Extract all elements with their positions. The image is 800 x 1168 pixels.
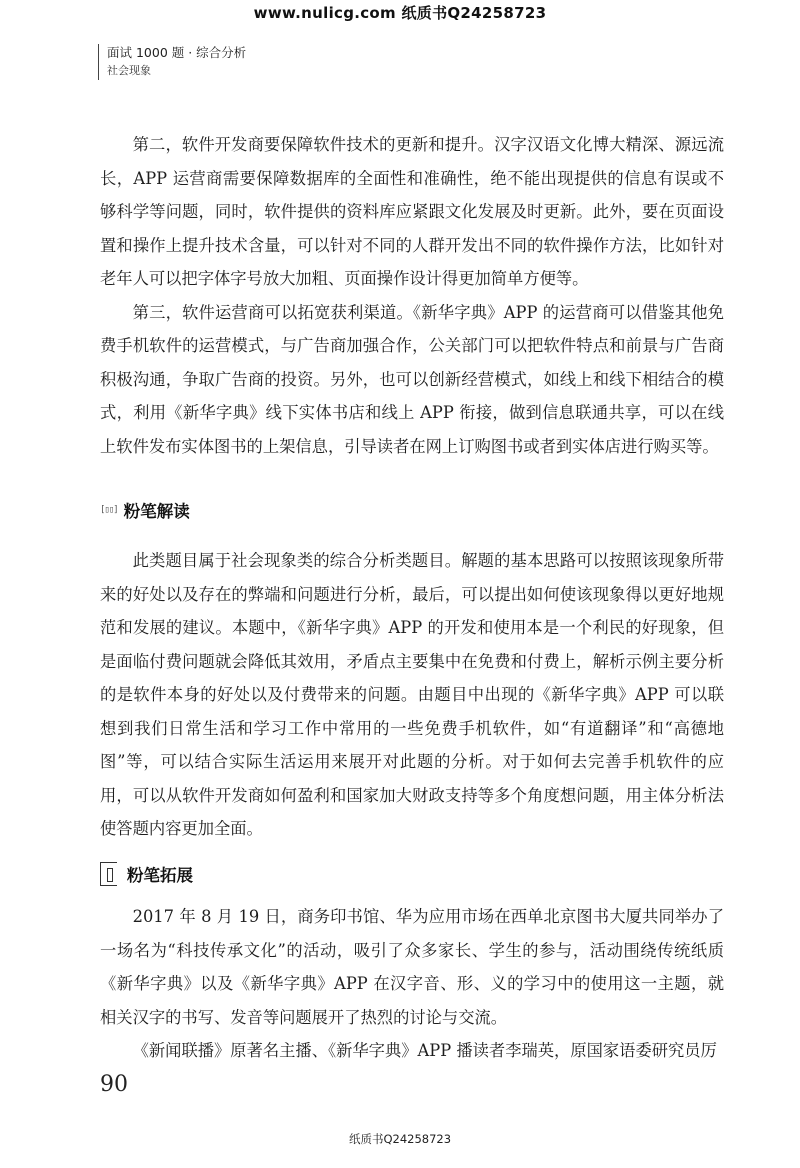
bracket-icon	[100, 862, 117, 886]
book-title: 面试 1000 题 · 综合分析	[107, 45, 247, 60]
page-number: 90	[100, 1072, 128, 1097]
paragraph: 2017 年 8 月 19 日，商务印书馆、华为应用市场在西单北京图书大厦共同举办了一场名为“科技传承文化”的活动，吸引了众多家长、学生的参与，活动围绕传统纸质《新华字典》以及《新华字典》APP 在汉字音、形、义的学习中的使用这一主题，就相关汉字的书写、发音等问题展开了热烈的讨论与交流。	[100, 907, 724, 1027]
book-icon: [▯▯]	[100, 505, 118, 515]
paragraph: 《新闻联播》原著名主播、《新华字典》APP 播读者李瑞英，原国家语委研究员厉	[132, 1041, 717, 1060]
tuozhan-section	[100, 900, 724, 1068]
jiedu-section	[100, 544, 724, 846]
section-heading-jiedu	[100, 498, 190, 522]
paragraph: 第二，软件开发商要保障软件技术的更新和提升。汉字汉语文化博大精深、源远流长，APP 运营商需要保障数据库的全面性和准确性，绝不能出现提供的信息有误或不够科学等问题，同时，软件提供的资料库应紧跟文化发展及时更新。此外，要在页面设置和操作上提升技术含量，可以针对不同的人群开发出不同的软件操作方法，比如针对老年人可以把字体字号放大加粗、页面操作设计得更加简单方便等。	[100, 135, 724, 288]
paragraph: 此类题目属于社会现象类的综合分析类题目。解题的基本思路可以按照该现象所带来的好处以及存在的弊端和问题进行分析，最后，可以提出如何使该现象得以更好地规范和发展的建议。本题中，《新华字典》APP 的开发和使用本是一个利民的好现象，但是面临付费问题就会降低其效用，矛盾点主要集中在免费和付费上，解析示例主要分析的是软件本身的好处以及付费带来的问题。由题目中出现的《新华字典》APP 可以联想到我们日常生活和学习工作中常用的一些免费手机软件，如“有道翻译”和“高德地图”等，可以结合实际生活运用来展开对此题的分析。对于如何去完善手机软件的应用，可以从软件开发商如何盈利和国家加大财政支持等多个角度想问题，用主体分析法使答题内容更加全面。	[100, 551, 724, 838]
watermark-bottom: 纸质书Q24258723	[348, 1132, 452, 1146]
section-title: 粉笔解读	[123, 502, 190, 521]
running-head	[98, 44, 246, 80]
section-heading-tuozhan	[100, 862, 193, 886]
chapter-title: 社会现象	[107, 64, 151, 77]
watermark-top: www.nulicg.com 纸质书Q24258723	[253, 4, 547, 22]
answer-section	[100, 128, 724, 463]
section-title: 粉笔拓展	[127, 866, 193, 885]
paragraph: 第三，软件运营商可以拓宽获利渠道。《新华字典》APP 的运营商可以借鉴其他免费手机软件的运营模式，与广告商加强合作，公关部门可以把软件特点和前景与广告商积极沟通，争取广告商的投资。另外，也可以创新经营模式，如线上和线下相结合的模式，利用《新华字典》线下实体书店和线上 APP 衔接，做到信息联通共享，可以在线上软件发布实体图书的上架信息，引导读者在网上订购图书或者到实体店进行购买等。	[100, 302, 724, 456]
